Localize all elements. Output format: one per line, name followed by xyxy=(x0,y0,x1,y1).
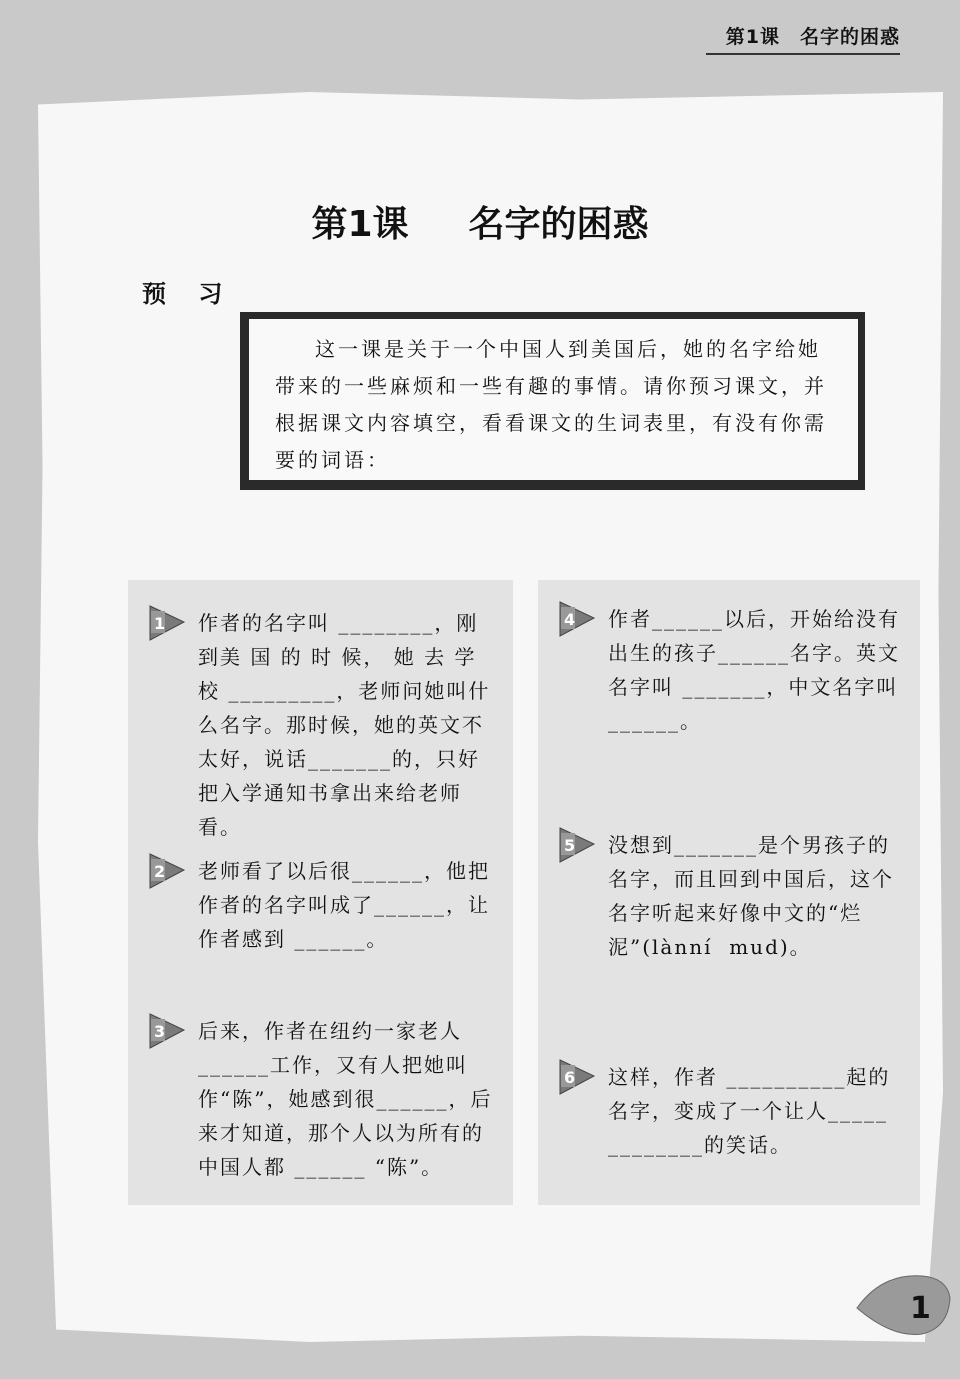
intro-box xyxy=(240,312,865,490)
item-text: 这样，作者 __________起的名字，变成了一个让人_____ ________的笑话。 xyxy=(608,1065,897,1157)
intro-text: 这一课是关于一个中国人到美国后，她的名字给她带来的一些麻烦和一些有趣的事情。请你预习课文，并根据课文内容填空，看看课文的生词表里，有没有你需要的词语： xyxy=(275,337,827,472)
number-arrow-icon xyxy=(148,1010,188,1050)
svg-text:2: 2 xyxy=(154,862,168,881)
svg-text:5: 5 xyxy=(564,836,578,855)
page-number: 1 xyxy=(910,1291,931,1326)
item-text: 没想到_______是个男孩子的名字，而且回到中国后，这个名字听起来好像中文的“烂泥”(lànní mud)。 xyxy=(608,833,894,959)
number-arrow-icon xyxy=(148,602,188,642)
item-text: 作者______以后，开始给没有出生的孩子______名字。英文名字叫 _______，中文名字叫 ______。 xyxy=(608,607,900,733)
item-text: 作者的名字叫 ________，刚到美 国 的 时 候， 她 去 学 校 _________，老师问她叫什么名字。那时候，她的英文不太好，说话_______的，只好把入学通知书拿出来给老师看。 xyxy=(198,611,491,839)
header-topic: 名字的困惑 xyxy=(799,26,900,48)
exercise-item-6 xyxy=(560,1060,906,1162)
exercise-panel-right xyxy=(538,580,920,1205)
number-arrow-icon xyxy=(558,1056,598,1096)
number-arrow-icon xyxy=(558,598,598,638)
svg-text:4: 4 xyxy=(564,610,578,629)
svg-text:1: 1 xyxy=(154,614,168,633)
header-lesson: 第1课 xyxy=(725,26,780,48)
exercise-item-5 xyxy=(560,828,906,964)
section-heading: 预 习 xyxy=(142,280,235,308)
title-topic: 名字的困惑 xyxy=(468,204,649,245)
item-text: 老师看了以后很______，他把作者的名字叫成了______，让作者感到 ______。 xyxy=(198,859,490,951)
page-title xyxy=(0,196,960,247)
exercise-panel-left xyxy=(128,580,513,1205)
exercise-item-3 xyxy=(150,1014,499,1184)
exercise-item-1 xyxy=(150,606,499,844)
svg-text:6: 6 xyxy=(564,1068,578,1087)
item-text: 后来，作者在纽约一家老人______工作，又有人把她叫作“陈”，她感到很______，后来才知道，那个人以为所有的中国人都 ______ “陈”。 xyxy=(198,1019,493,1179)
svg-text:3: 3 xyxy=(154,1022,168,1041)
page-number-leaf xyxy=(852,1268,952,1338)
running-header xyxy=(706,22,900,55)
exercise-item-2 xyxy=(150,854,499,956)
number-arrow-icon xyxy=(148,850,188,890)
number-arrow-icon xyxy=(558,824,598,864)
title-lesson: 第1课 xyxy=(311,204,409,245)
exercise-item-4 xyxy=(560,602,906,738)
